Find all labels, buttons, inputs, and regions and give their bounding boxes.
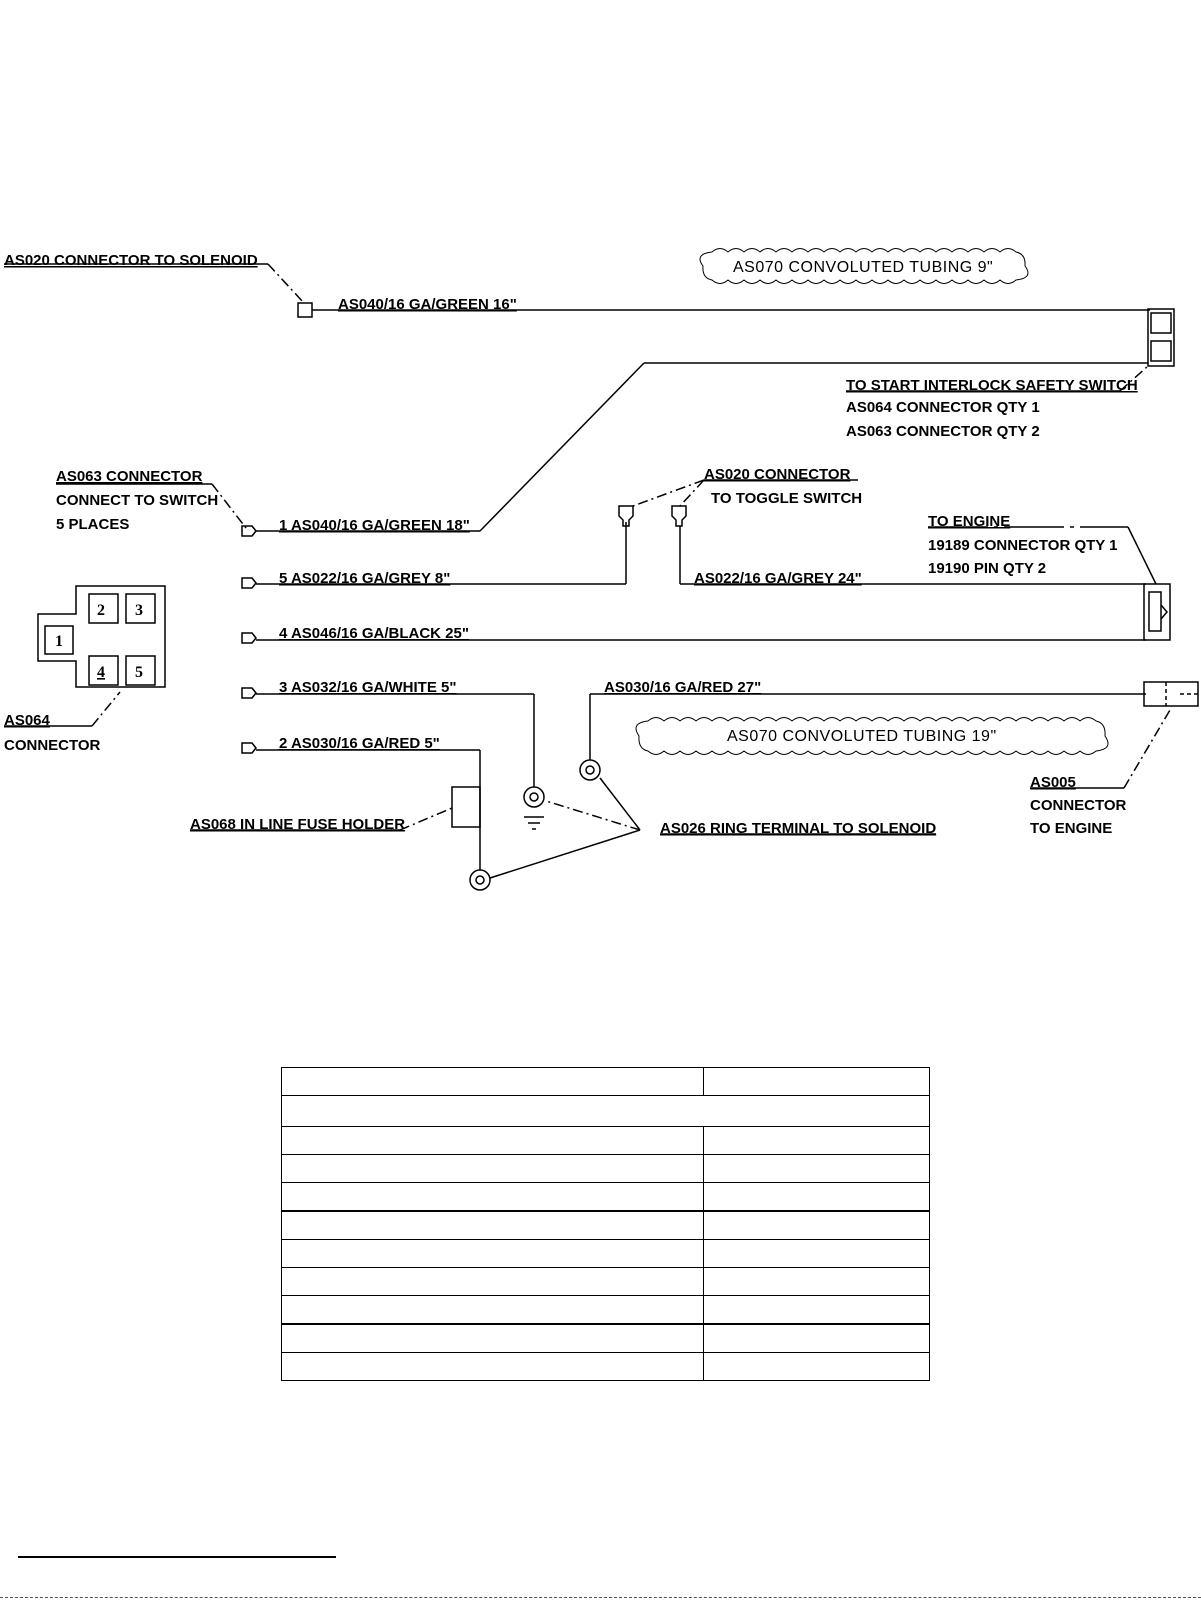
table-cell (704, 1155, 930, 1183)
ring-terminal-hole (586, 766, 594, 774)
wire-red-27-label: AS030/16 GA/RED 27" (604, 679, 762, 696)
leader-line (633, 480, 704, 506)
table-section-row (282, 1096, 930, 1127)
table-cell (282, 1211, 704, 1240)
table-row (282, 1155, 930, 1183)
ring-terminal-red-5 (470, 870, 490, 890)
table-cell (704, 1183, 930, 1212)
wire-white-5-label: 3 AS032/16 GA/WHITE 5" (279, 679, 457, 696)
as063-label: AS063 CONNECTOR (56, 468, 203, 485)
toggle-switch-label: TO TOGGLE SWITCH (711, 490, 863, 507)
as063-places-label: 5 PLACES (56, 516, 130, 533)
wire-grey-8-label: 5 AS022/16 GA/GREY 8" (279, 570, 451, 587)
wire-green-18-label: 1 AS040/16 GA/GREEN 18" (279, 517, 470, 534)
as063-switch-label: CONNECT TO SWITCH (56, 492, 219, 509)
ring-terminal-hole (476, 876, 484, 884)
as020-toggle-connector-b (672, 506, 686, 526)
as064-pin-3: 3 (135, 602, 143, 619)
table-cell (282, 1268, 704, 1296)
as005-connector-label: CONNECTOR (1030, 797, 1127, 814)
table-cell (704, 1068, 930, 1096)
table-cell (704, 1353, 930, 1381)
connector-as020-top (298, 303, 312, 317)
table-cell (282, 1183, 704, 1212)
table-row (282, 1211, 930, 1240)
start-interlock-cavity (1151, 341, 1171, 361)
leader-line (546, 801, 640, 830)
as063-connector-4 (242, 633, 256, 643)
table-row (282, 1127, 930, 1155)
parts-table (281, 1067, 930, 1381)
wire-red-5-label: 2 AS030/16 GA/RED 5" (279, 735, 440, 752)
start-interlock-as064: AS064 CONNECTOR QTY 1 (846, 399, 1040, 416)
leader-line (600, 778, 640, 830)
wire-grey-24-label: AS022/16 GA/GREY 24" (694, 570, 862, 587)
connector-19189-label: 19189 CONNECTOR QTY 1 (928, 537, 1118, 554)
as005-label: AS005 (1030, 774, 1076, 791)
table-cell (282, 1068, 704, 1096)
leader-line (490, 830, 640, 878)
fuse-holder (452, 787, 480, 827)
page-bottom-edge (0, 1597, 1201, 1598)
table-cell (704, 1211, 930, 1240)
ring-terminal-red-27 (580, 760, 600, 780)
tubing-19-label: AS070 CONVOLUTED TUBING 19" (727, 728, 997, 745)
table-cell (282, 1324, 704, 1353)
engine-connector-cavity (1149, 592, 1161, 631)
to-engine-label: TO ENGINE (928, 513, 1011, 530)
leader-line (268, 264, 303, 302)
as064-pin-2: 2 (97, 602, 105, 619)
footnote-separator (18, 1556, 336, 1558)
table-row (282, 1240, 930, 1268)
table-cell (282, 1155, 704, 1183)
as064-pin-5: 5 (135, 664, 143, 681)
start-interlock-as063: AS063 CONNECTOR QTY 2 (846, 423, 1040, 440)
table-row (282, 1324, 930, 1353)
leader-line (92, 692, 120, 726)
wire-green-16-label: AS040/16 GA/GREEN 16" (338, 296, 517, 313)
as064-pin-1: 1 (55, 633, 63, 650)
as063-connector-3 (242, 688, 256, 698)
table-cell (282, 1353, 704, 1381)
table-cell (282, 1296, 704, 1325)
pin-19190-label: 19190 PIN QTY 2 (928, 560, 1047, 577)
table-cell (704, 1296, 930, 1325)
as064-label: AS064 (4, 712, 50, 729)
fuse-holder-label: AS068 IN LINE FUSE HOLDER (190, 816, 406, 833)
leader-line (1128, 527, 1156, 584)
table-cell (282, 1127, 704, 1155)
tubing-9-label: AS070 CONVOLUTED TUBING 9" (733, 259, 994, 276)
as020-solenoid-label: AS020 CONNECTOR TO SOLENOID (4, 252, 258, 269)
table-cell (704, 1268, 930, 1296)
ring-terminal-white-5 (524, 787, 544, 807)
table-cell (704, 1240, 930, 1268)
as063-connector-1 (242, 526, 256, 536)
table-row (282, 1296, 930, 1325)
start-interlock-label: TO START INTERLOCK SAFETY SWITCH (846, 377, 1138, 394)
table-cell (704, 1324, 930, 1353)
engine-connector-latch (1161, 605, 1167, 619)
leader-line (680, 480, 704, 506)
leader-line (400, 808, 452, 830)
ring-terminal-hole (530, 793, 538, 801)
leader-line (1124, 710, 1170, 788)
start-interlock-cavity (1151, 313, 1171, 333)
table-cell (282, 1240, 704, 1268)
as005-engine-label: TO ENGINE (1030, 820, 1113, 837)
as020-toggle-label: AS020 CONNECTOR (704, 466, 851, 483)
table-row (282, 1183, 930, 1212)
wire-black-25-label: 4 AS046/16 GA/BLACK 25" (279, 625, 469, 642)
table-cell (282, 1096, 930, 1127)
table-row (282, 1068, 930, 1096)
table-row (282, 1268, 930, 1296)
as063-connector-2 (242, 743, 256, 753)
as064-connector-label: CONNECTOR (4, 737, 101, 754)
table-row (282, 1353, 930, 1381)
start-interlock-connector (1148, 309, 1174, 366)
as063-connector-5 (242, 578, 256, 588)
ring-terminal-label: AS026 RING TERMINAL TO SOLENOID (660, 820, 937, 837)
table-cell (704, 1127, 930, 1155)
as064-pin-4: 4 (97, 664, 105, 681)
